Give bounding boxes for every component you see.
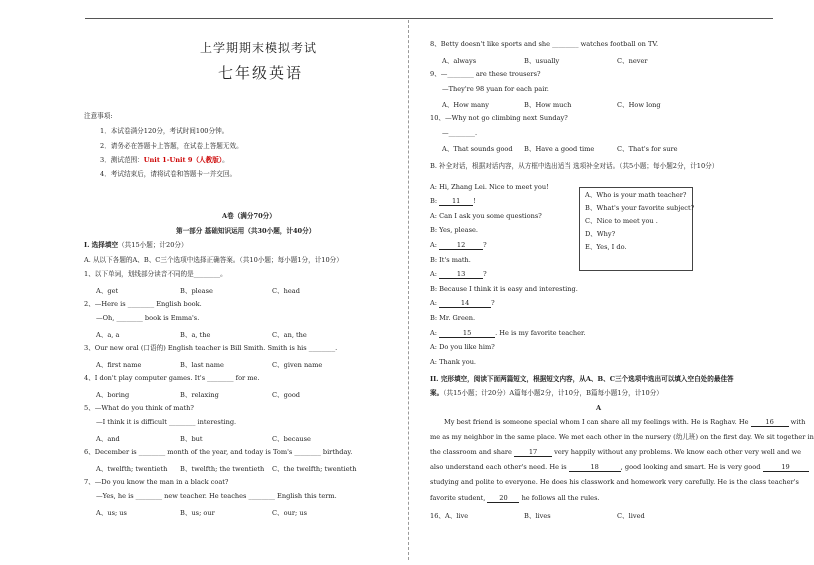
top-rule: [85, 18, 773, 19]
test-range: Unit 1-Unit 9（人教版）: [143, 156, 223, 164]
q10-option-b[interactable]: B、Have a good time: [524, 145, 595, 153]
q6-option-c[interactable]: C、the twelfth; twentieth: [272, 465, 357, 473]
box-option-b[interactable]: B、What's your favorite subject?: [585, 204, 695, 212]
passage-line-3: the classroom and share 17 very happily without any problems. We know each other very well and we: [430, 448, 801, 456]
q1-option-c[interactable]: C、head: [272, 287, 300, 295]
note-4: 4．考试结束后，请将试卷和答题卡一并交回。: [100, 170, 237, 178]
q3-option-a[interactable]: A、first name: [96, 361, 142, 369]
q3-option-b[interactable]: B、last name: [180, 361, 224, 369]
q6-option-a[interactable]: A、twelfth; twentieth: [96, 465, 168, 473]
part-b-instruction: B. 补全对话，根据对话内容，从方框中选出适当 选项补全对话。（共5小题；每小题2分，计10分）: [430, 162, 719, 170]
part-1-title: 第一部分 基础知识运用（共30小题，计40分）: [176, 227, 316, 235]
question-2-line2: —Oh, ________ book is Emma's.: [96, 314, 200, 322]
section-i-heading: I. 选择填空（共15小题；计20分）: [84, 241, 188, 249]
cloze-heading: II. 完形填空，阅读下面两篇短文，根据短文内容，从A、B、C三个选项中选出可以填入空白处的最佳答: [430, 375, 734, 383]
q9-option-a[interactable]: A、How many: [442, 101, 489, 109]
question-10: 10、—Why not go climbing next Sunday?: [430, 114, 568, 122]
blank-19[interactable]: 19: [763, 463, 809, 472]
note-2: 2．请务必在答题卡上答题，在试卷上答题无效。: [100, 142, 243, 150]
dialogue-line-1: A: Hi, Zhang Lei. Nice to meet you!: [430, 183, 549, 191]
dialogue-line-11: A: 15 . He is my favorite teacher.: [430, 329, 586, 337]
exam-subject: 七年级英语: [218, 64, 304, 82]
q7-option-a[interactable]: A、us; us: [96, 509, 127, 517]
blank-18[interactable]: 18: [569, 463, 621, 472]
question-3: 3、Our new oral (口语的) English teacher is Bill Smith. Smith is his ________.: [84, 344, 338, 352]
q5-option-a[interactable]: A、and: [96, 435, 120, 443]
box-option-d[interactable]: D、Why?: [585, 230, 616, 238]
dialogue-line-9: A: 14 ?: [430, 299, 495, 307]
question-6: 6、December is ________ month of the year, and today is Tom's ________ birthday.: [84, 448, 353, 456]
note-1: 1．本试卷满分120分，考试时间100分钟。: [100, 127, 229, 135]
q10-option-a[interactable]: A、That sounds good: [442, 145, 513, 153]
q6-option-b[interactable]: B、twelfth; the twentieth: [180, 465, 265, 473]
section-a-title: A卷（满分70分）: [222, 212, 276, 220]
passage-label: A: [596, 404, 602, 412]
q16-option-b[interactable]: B、lives: [524, 512, 551, 520]
q2-option-a[interactable]: A、a, a: [96, 331, 120, 339]
question-10-line2: —________.: [442, 129, 478, 137]
dialogue-line-2: B: 11 !: [430, 197, 476, 205]
q16-option-c[interactable]: C、lived: [617, 512, 645, 520]
question-7: 7、—Do you know the man in a black coat?: [84, 478, 229, 486]
question-5-line2: —I think it is difficult ________ interesting.: [96, 418, 237, 426]
blank-11[interactable]: 11: [439, 197, 473, 206]
notes-heading: 注意事项:: [84, 112, 113, 120]
blank-12[interactable]: 12: [439, 241, 483, 250]
dialogue-line-7: A: 13 ?: [430, 270, 487, 278]
q1-option-a[interactable]: A、get: [96, 287, 119, 295]
dialogue-line-3: A: Can I ask you some questions?: [430, 212, 542, 220]
dialogue-line-4: B: Yes, please.: [430, 226, 478, 234]
options-box: [579, 187, 693, 271]
passage-line-5: studying and polite to everyone. He does his classwork and homework very carefully. He is the class teacher's: [430, 478, 799, 486]
q10-option-c[interactable]: C、That's for sure: [617, 145, 678, 153]
passage-line-2: me as my neighbor in the same place. We met each other in the nursery (幼儿班) on the first day. We sit together in: [430, 433, 814, 441]
question-8: 8、Betty doesn't like sports and she ________ watches football on TV.: [430, 40, 659, 48]
dialogue-line-5: A: 12 ?: [430, 241, 487, 249]
column-divider: [408, 20, 409, 560]
q4-option-c[interactable]: C、good: [272, 391, 301, 399]
blank-16[interactable]: 16: [751, 418, 789, 427]
section-a-instruction: A. 从以下各题的A、B、C三个选项中选择正确答案。（共10小题；每小题1分，计10分）: [84, 256, 343, 264]
q7-option-c[interactable]: C、our; us: [272, 509, 307, 517]
q9-option-c[interactable]: C、How long: [617, 101, 661, 109]
question-7-line2: —Yes, he is ________ new teacher. He teaches ________ English this term.: [96, 492, 337, 500]
passage-line-4: also understand each other's need. He is 18 , good looking and smart. He is very good 19: [430, 463, 770, 472]
dialogue-line-13: A: Thank you.: [430, 358, 477, 366]
q8-option-a[interactable]: A、always: [442, 57, 477, 65]
dialogue-line-10: B: Mr. Green.: [430, 314, 476, 322]
dialogue-line-12: A: Do you like him?: [430, 343, 495, 351]
exam-title: 上学期期末模拟考试: [200, 41, 318, 55]
box-option-c[interactable]: C、Nice to meet you .: [585, 217, 658, 225]
q16-option-a[interactable]: 16、A、live: [430, 512, 469, 520]
box-option-a[interactable]: A、Who is your math teacher?: [585, 191, 687, 199]
q8-option-c[interactable]: C、never: [617, 57, 648, 65]
blank-17[interactable]: 17: [514, 448, 552, 457]
blank-20[interactable]: 20: [487, 494, 519, 503]
note-3: 3．测试范围：Unit 1-Unit 9（人教版）。: [100, 156, 229, 164]
q4-option-b[interactable]: B、relaxing: [180, 391, 219, 399]
question-9: 9、—________ are these trousers?: [430, 70, 541, 78]
passage-line-1: My best friend is someone special whom I can share all my feelings with. He is Raghav. He 16 with: [444, 418, 806, 426]
blank-14[interactable]: 14: [439, 299, 491, 308]
passage-line-6: favorite student, 20 he follows all the rules.: [430, 494, 600, 502]
q2-option-b[interactable]: B、a, the: [180, 331, 211, 339]
question-4: 4、I don't play computer games. It's ________ for me.: [84, 374, 260, 382]
blank-15[interactable]: 15: [439, 329, 495, 338]
cloze-heading-2: 案。（共15小题；计20分）A篇每小题2分，计10分，B篇每小题1分，计10分）: [430, 389, 663, 397]
q1-option-b[interactable]: B、please: [180, 287, 213, 295]
q7-option-b[interactable]: B、us; our: [180, 509, 215, 517]
q9-option-b[interactable]: B、How much: [524, 101, 572, 109]
q5-option-c[interactable]: C、because: [272, 435, 311, 443]
question-1: 1、以下单词，划线部分读音不同的是________。: [84, 270, 227, 278]
box-option-e[interactable]: E、Yes, I do.: [585, 243, 627, 251]
q8-option-b[interactable]: B、usually: [524, 57, 560, 65]
q2-option-c[interactable]: C、an, the: [272, 331, 307, 339]
question-5: 5、—What do you think of math?: [84, 404, 194, 412]
q5-option-b[interactable]: B、but: [180, 435, 203, 443]
dialogue-line-8: B: Because I think it is easy and interesting.: [430, 285, 578, 293]
q4-option-a[interactable]: A、boring: [96, 391, 130, 399]
question-9-line2: —They're 98 yuan for each pair.: [442, 85, 549, 93]
dialogue-line-6: B: It's math.: [430, 256, 471, 264]
question-2: 2、—Here is ________ English book.: [84, 300, 202, 308]
q3-option-c[interactable]: C、given name: [272, 361, 323, 369]
blank-13[interactable]: 13: [439, 270, 483, 279]
